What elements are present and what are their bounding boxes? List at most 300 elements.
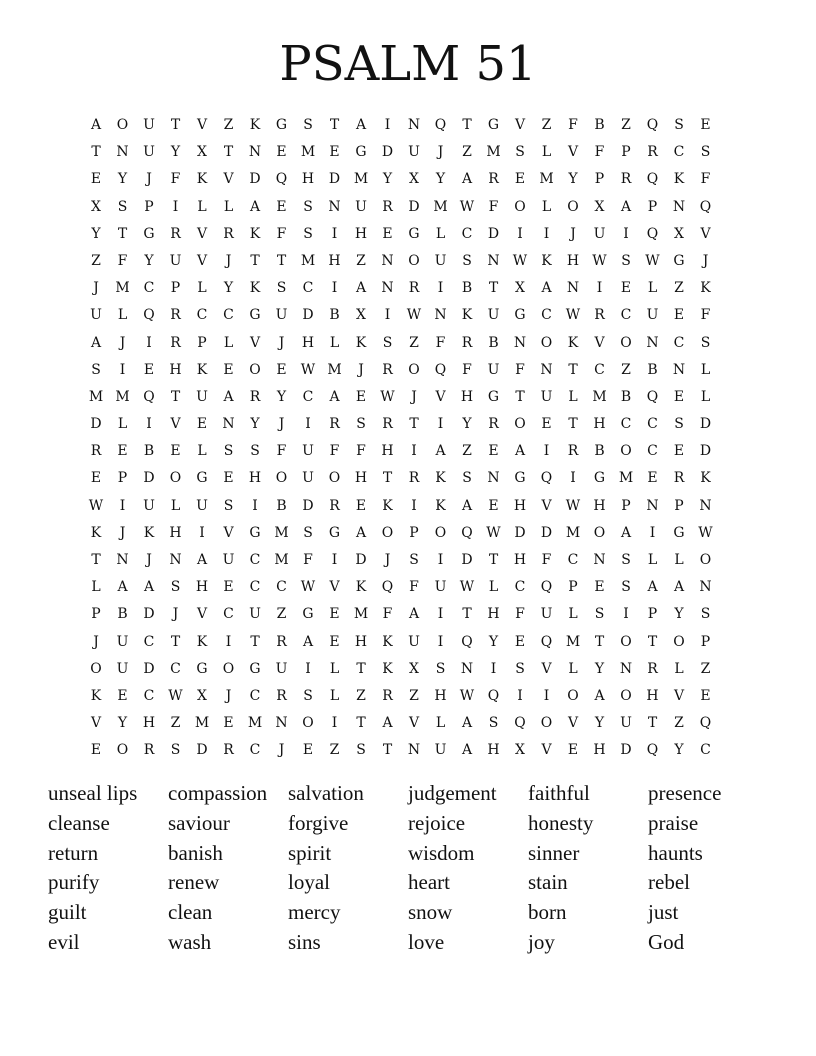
grid-cell[interactable]: J [146,171,152,188]
grid-cell[interactable]: T [170,633,181,650]
grid-cell[interactable]: W [300,361,316,378]
grid-cell[interactable]: G [487,117,500,133]
grid-cell[interactable]: I [119,497,126,514]
grid-cell[interactable]: T [488,280,499,297]
grid-cell[interactable]: L [197,443,207,460]
grid-cell[interactable]: S [621,252,631,269]
grid-cell[interactable]: X [515,280,525,297]
grid-cell[interactable]: I [437,606,444,623]
grid-cell[interactable]: G [143,225,155,242]
grid-cell[interactable]: B [594,443,605,460]
grid-cell[interactable]: E [488,497,499,514]
grid-cell[interactable]: H [169,524,182,541]
grid-cell[interactable]: E [223,470,234,487]
grid-cell[interactable]: H [513,497,527,514]
grid-cell[interactable]: M [486,144,501,161]
grid-cell[interactable]: A [355,280,367,297]
grid-cell[interactable]: U [196,388,208,405]
grid-cell[interactable]: B [329,307,340,324]
grid-cell[interactable]: M [88,388,104,405]
grid-cell[interactable]: Y [674,742,684,759]
grid-cell[interactable]: A [90,334,102,351]
grid-cell[interactable]: I [649,524,656,541]
grid-cell[interactable]: V [567,715,579,732]
grid-cell[interactable]: F [700,171,711,188]
grid-cell[interactable]: O [90,660,102,677]
grid-cell[interactable]: F [594,144,605,161]
grid-cell[interactable]: E [170,443,181,460]
grid-cell[interactable]: L [223,198,234,215]
grid-cell[interactable]: L [329,660,340,677]
grid-cell[interactable]: S [462,470,472,487]
grid-cell[interactable]: T [170,117,181,133]
grid-cell[interactable]: H [301,334,315,351]
grid-cell[interactable]: V [594,334,605,351]
grid-cell[interactable]: R [594,307,605,324]
grid-cell[interactable]: I [623,606,629,623]
grid-cell[interactable]: P [621,144,631,161]
grid-cell[interactable]: Z [700,660,711,677]
grid-cell[interactable]: K [382,497,393,514]
grid-cell[interactable]: H [460,388,474,405]
grid-cell[interactable]: D [540,524,553,541]
grid-cell[interactable]: T [382,742,393,759]
grid-cell[interactable]: L [541,198,552,215]
grid-cell[interactable]: J [570,225,576,242]
grid-cell[interactable]: G [249,524,261,541]
grid-cell[interactable]: E [223,715,234,732]
grid-cell[interactable]: A [249,198,261,215]
grid-cell[interactable]: U [434,579,447,596]
grid-cell[interactable]: N [646,497,659,514]
grid-cell[interactable]: S [223,497,234,514]
grid-cell[interactable]: F [117,252,128,269]
grid-cell[interactable]: N [513,334,527,351]
grid-cell[interactable]: C [620,307,632,324]
grid-cell[interactable]: O [514,198,526,215]
grid-cell[interactable]: Z [621,361,631,378]
grid-cell[interactable]: J [358,361,364,378]
grid-cell[interactable]: V [514,117,526,133]
grid-cell[interactable]: E [276,198,287,215]
grid-cell[interactable]: F [276,443,287,460]
grid-cell[interactable]: Y [170,144,181,161]
grid-cell[interactable]: F [515,606,525,623]
grid-cell[interactable]: C [673,144,685,161]
grid-cell[interactable]: S [91,361,101,378]
grid-cell[interactable]: U [620,715,632,732]
grid-cell[interactable]: I [490,660,497,677]
grid-cell[interactable]: R [488,171,499,188]
grid-cell[interactable]: J [172,606,179,623]
grid-cell[interactable]: I [146,334,152,351]
grid-cell[interactable]: Y [462,416,472,433]
grid-cell[interactable]: O [620,687,632,704]
grid-cell[interactable]: C [276,579,287,596]
grid-cell[interactable]: C [249,579,261,596]
grid-cell[interactable]: M [115,388,130,405]
grid-cell[interactable]: Q [646,388,659,405]
grid-cell[interactable]: O [620,633,632,650]
grid-cell[interactable]: U [302,443,314,460]
grid-cell[interactable]: R [143,742,155,759]
grid-cell[interactable]: N [275,715,288,732]
grid-cell[interactable]: I [437,416,444,433]
grid-cell[interactable]: X [409,171,419,188]
grid-cell[interactable]: S [303,225,313,242]
grid-cell[interactable]: H [381,443,394,460]
grid-cell[interactable]: T [250,633,260,650]
grid-cell[interactable]: F [356,443,366,460]
grid-cell[interactable]: J [278,334,285,351]
grid-cell[interactable]: E [382,225,393,242]
grid-cell[interactable]: D [302,307,314,324]
grid-cell[interactable]: R [276,633,287,650]
grid-cell[interactable]: V [700,225,711,242]
grid-cell[interactable]: S [250,443,260,460]
grid-cell[interactable]: N [672,361,686,378]
grid-cell[interactable]: S [462,252,472,269]
grid-cell[interactable]: W [459,198,475,215]
grid-cell[interactable]: D [699,443,712,460]
grid-cell[interactable]: W [512,252,528,269]
grid-cell[interactable]: F [488,198,499,215]
grid-cell[interactable]: H [513,552,527,568]
grid-cell[interactable]: A [461,715,473,732]
grid-cell[interactable]: M [327,361,342,378]
grid-cell[interactable]: A [408,606,420,623]
grid-cell[interactable]: Q [461,633,473,650]
grid-cell[interactable]: T [409,416,419,433]
grid-cell[interactable]: G [408,225,420,242]
grid-cell[interactable]: L [541,144,552,161]
grid-cell[interactable]: E [514,633,526,650]
grid-cell[interactable]: Z [356,687,366,704]
grid-cell[interactable]: V [90,715,102,732]
grid-cell[interactable]: C [673,334,685,351]
grid-cell[interactable]: R [329,416,340,433]
grid-cell[interactable]: Y [594,660,605,677]
grid-cell[interactable]: D [408,198,420,215]
grid-cell[interactable]: T [515,388,525,405]
grid-cell[interactable]: N [407,117,421,133]
grid-cell[interactable]: N [248,144,262,161]
grid-cell[interactable]: F [329,443,340,460]
grid-cell[interactable]: L [117,416,128,433]
grid-cell[interactable]: W [88,497,104,514]
grid-cell[interactable]: Z [462,144,472,161]
grid-cell[interactable]: U [143,144,155,161]
grid-cell[interactable]: R [223,225,234,242]
grid-cell[interactable]: I [517,687,523,704]
grid-cell[interactable]: Y [382,171,393,188]
grid-cell[interactable]: K [249,225,261,242]
grid-cell[interactable]: N [381,280,394,297]
grid-cell[interactable]: O [116,742,129,759]
grid-cell[interactable]: A [302,633,314,650]
grid-cell[interactable]: G [275,117,288,133]
grid-cell[interactable]: H [593,742,606,759]
grid-cell[interactable]: I [384,117,391,133]
grid-cell[interactable]: K [90,687,102,704]
grid-cell[interactable]: X [409,660,419,677]
grid-cell[interactable]: E [355,388,367,405]
grid-cell[interactable]: L [700,388,711,405]
grid-cell[interactable]: U [487,361,500,378]
grid-cell[interactable]: K [541,252,552,269]
grid-cell[interactable]: U [355,198,367,215]
grid-cell[interactable]: Z [409,334,419,351]
grid-cell[interactable]: U [408,144,420,161]
grid-cell[interactable]: K [567,334,579,351]
grid-cell[interactable]: Q [275,171,288,188]
grid-cell[interactable]: N [593,552,606,568]
grid-cell[interactable]: E [567,742,579,759]
grid-cell[interactable]: S [356,742,366,759]
grid-cell[interactable]: Q [646,171,659,188]
grid-cell[interactable]: S [170,579,181,596]
grid-cell[interactable]: V [196,117,208,133]
grid-cell[interactable]: A [117,579,128,596]
grid-cell[interactable]: E [700,117,711,133]
grid-cell[interactable]: G [328,524,341,541]
grid-cell[interactable]: Z [356,252,366,269]
grid-cell[interactable]: A [541,280,552,297]
grid-cell[interactable]: G [249,660,261,677]
grid-cell[interactable]: F [276,225,287,242]
grid-cell[interactable]: I [252,497,258,514]
grid-cell[interactable]: E [90,171,102,188]
grid-cell[interactable]: D [514,524,526,541]
grid-cell[interactable]: A [673,579,685,596]
grid-cell[interactable]: M [353,171,369,188]
grid-cell[interactable]: A [435,443,446,460]
grid-cell[interactable]: A [647,579,658,596]
grid-cell[interactable]: A [223,388,234,405]
grid-cell[interactable]: S [515,144,525,161]
grid-cell[interactable]: E [673,307,685,324]
grid-cell[interactable]: W [168,687,183,704]
grid-cell[interactable]: D [90,416,102,433]
grid-cell[interactable]: O [514,416,526,433]
grid-cell[interactable]: R [276,687,287,704]
grid-cell[interactable]: T [276,252,287,269]
grid-cell[interactable]: H [328,252,341,269]
grid-cell[interactable]: S [621,579,631,596]
grid-cell[interactable]: V [673,687,685,704]
grid-cell[interactable]: K [382,633,393,650]
grid-cell[interactable]: W [459,687,475,704]
grid-cell[interactable]: U [540,388,553,405]
grid-cell[interactable]: U [408,633,420,650]
grid-cell[interactable]: I [596,280,603,297]
grid-cell[interactable]: Q [381,579,394,596]
grid-cell[interactable]: E [620,280,632,297]
grid-cell[interactable]: Q [514,715,526,732]
grid-cell[interactable]: U [302,470,314,487]
grid-cell[interactable]: A [329,388,340,405]
grid-cell[interactable]: E [355,497,367,514]
grid-cell[interactable]: S [700,144,711,161]
grid-cell[interactable]: T [462,606,472,623]
grid-cell[interactable]: D [328,171,341,188]
grid-cell[interactable]: D [302,497,314,514]
grid-cell[interactable]: E [647,470,658,487]
grid-cell[interactable]: V [567,144,579,161]
grid-cell[interactable]: R [408,280,420,297]
grid-cell[interactable]: M [592,388,607,405]
grid-cell[interactable]: T [568,416,578,433]
grid-cell[interactable]: R [382,416,393,433]
grid-cell[interactable]: V [196,606,208,623]
grid-cell[interactable]: N [116,144,129,161]
grid-cell[interactable]: G [487,388,500,405]
grid-cell[interactable]: C [249,687,261,704]
grid-cell[interactable]: C [249,742,261,759]
grid-cell[interactable]: X [91,198,101,215]
grid-cell[interactable]: S [303,687,313,704]
grid-cell[interactable]: E [196,416,208,433]
grid-cell[interactable]: C [170,660,181,677]
grid-cell[interactable]: V [249,334,261,351]
grid-cell[interactable]: E [90,742,102,759]
grid-cell[interactable]: D [196,742,208,759]
grid-cell[interactable]: U [143,497,155,514]
grid-cell[interactable]: I [384,307,391,324]
grid-cell[interactable]: A [514,443,526,460]
grid-cell[interactable]: O [540,715,553,732]
grid-cell[interactable]: V [223,171,234,188]
grid-cell[interactable]: O [567,198,579,215]
grid-cell[interactable]: S [435,660,446,677]
grid-cell[interactable]: O [620,334,632,351]
grid-cell[interactable]: J [119,334,126,351]
grid-cell[interactable]: S [170,742,181,759]
grid-cell[interactable]: J [93,633,99,650]
grid-cell[interactable]: F [382,606,393,623]
grid-cell[interactable]: P [144,198,154,215]
grid-cell[interactable]: J [411,388,417,405]
grid-cell[interactable]: F [700,307,711,324]
grid-cell[interactable]: A [355,117,367,133]
grid-cell[interactable]: X [515,742,525,759]
grid-cell[interactable]: M [539,171,554,188]
grid-cell[interactable]: C [143,687,155,704]
grid-cell[interactable]: S [488,715,499,732]
grid-cell[interactable]: I [331,715,338,732]
grid-cell[interactable]: E [329,606,340,623]
grid-cell[interactable]: L [223,334,234,351]
grid-cell[interactable]: O [169,470,182,487]
grid-cell[interactable]: N [169,552,182,568]
grid-cell[interactable]: E [700,687,711,704]
grid-cell[interactable]: P [621,497,631,514]
grid-cell[interactable]: B [647,361,658,378]
grid-cell[interactable]: C [223,606,234,623]
grid-cell[interactable]: I [437,633,444,650]
grid-cell[interactable]: M [353,606,369,623]
grid-cell[interactable]: P [700,633,711,650]
grid-cell[interactable]: H [354,225,368,242]
grid-cell[interactable]: E [223,579,234,596]
grid-cell[interactable]: N [116,552,129,568]
grid-cell[interactable]: T [117,225,128,242]
grid-cell[interactable]: C [620,416,632,433]
grid-cell[interactable]: W [486,524,501,541]
grid-cell[interactable]: O [381,524,394,541]
grid-cell[interactable]: X [197,144,207,161]
grid-cell[interactable]: U [90,307,102,324]
grid-cell[interactable]: T [250,252,260,269]
grid-cell[interactable]: J [146,552,152,568]
grid-cell[interactable]: Y [117,715,128,732]
grid-cell[interactable]: J [119,524,126,541]
grid-cell[interactable]: C [647,443,658,460]
grid-cell[interactable]: E [143,361,155,378]
grid-cell[interactable]: D [355,552,367,568]
grid-cell[interactable]: E [276,144,287,161]
grid-cell[interactable]: I [623,225,629,242]
grid-cell[interactable]: L [674,552,684,568]
grid-cell[interactable]: G [196,660,208,677]
grid-cell[interactable]: J [278,416,285,433]
grid-cell[interactable]: Q [646,117,659,133]
grid-cell[interactable]: W [645,252,660,269]
grid-cell[interactable]: A [90,117,102,133]
grid-cell[interactable]: P [117,470,128,487]
grid-cell[interactable]: U [275,307,288,324]
grid-cell[interactable]: M [300,144,316,161]
grid-cell[interactable]: G [514,470,526,487]
grid-cell[interactable]: J [702,252,709,269]
grid-cell[interactable]: U [116,660,129,677]
grid-cell[interactable]: H [487,742,500,759]
grid-cell[interactable]: C [249,552,261,568]
grid-cell[interactable]: Y [674,606,684,623]
grid-cell[interactable]: S [276,280,287,297]
grid-cell[interactable]: L [568,660,578,677]
grid-cell[interactable]: Q [434,361,447,378]
grid-cell[interactable]: Z [91,252,101,269]
grid-cell[interactable]: T [170,388,181,405]
grid-cell[interactable]: I [225,633,232,650]
grid-cell[interactable]: K [461,307,473,324]
grid-cell[interactable]: X [674,225,684,242]
grid-cell[interactable]: N [619,660,633,677]
grid-cell[interactable]: D [461,552,473,568]
grid-cell[interactable]: U [116,633,129,650]
grid-cell[interactable]: O [699,552,712,568]
grid-cell[interactable]: Z [621,117,631,133]
grid-cell[interactable]: Q [540,579,553,596]
grid-cell[interactable]: R [408,470,420,487]
grid-cell[interactable]: Q [646,742,659,759]
grid-cell[interactable]: V [196,252,208,269]
grid-cell[interactable]: R [223,742,234,759]
grid-cell[interactable]: S [303,117,313,133]
grid-cell[interactable]: S [382,334,393,351]
grid-cell[interactable]: N [460,660,474,677]
grid-cell[interactable]: Y [144,252,154,269]
grid-cell[interactable]: Z [541,117,552,133]
grid-cell[interactable]: N [222,416,235,433]
grid-cell[interactable]: I [570,470,576,487]
grid-cell[interactable]: I [146,416,152,433]
grid-cell[interactable]: U [169,252,182,269]
grid-cell[interactable]: O [302,715,314,732]
grid-cell[interactable]: W [565,497,581,514]
grid-cell[interactable]: R [647,660,658,677]
